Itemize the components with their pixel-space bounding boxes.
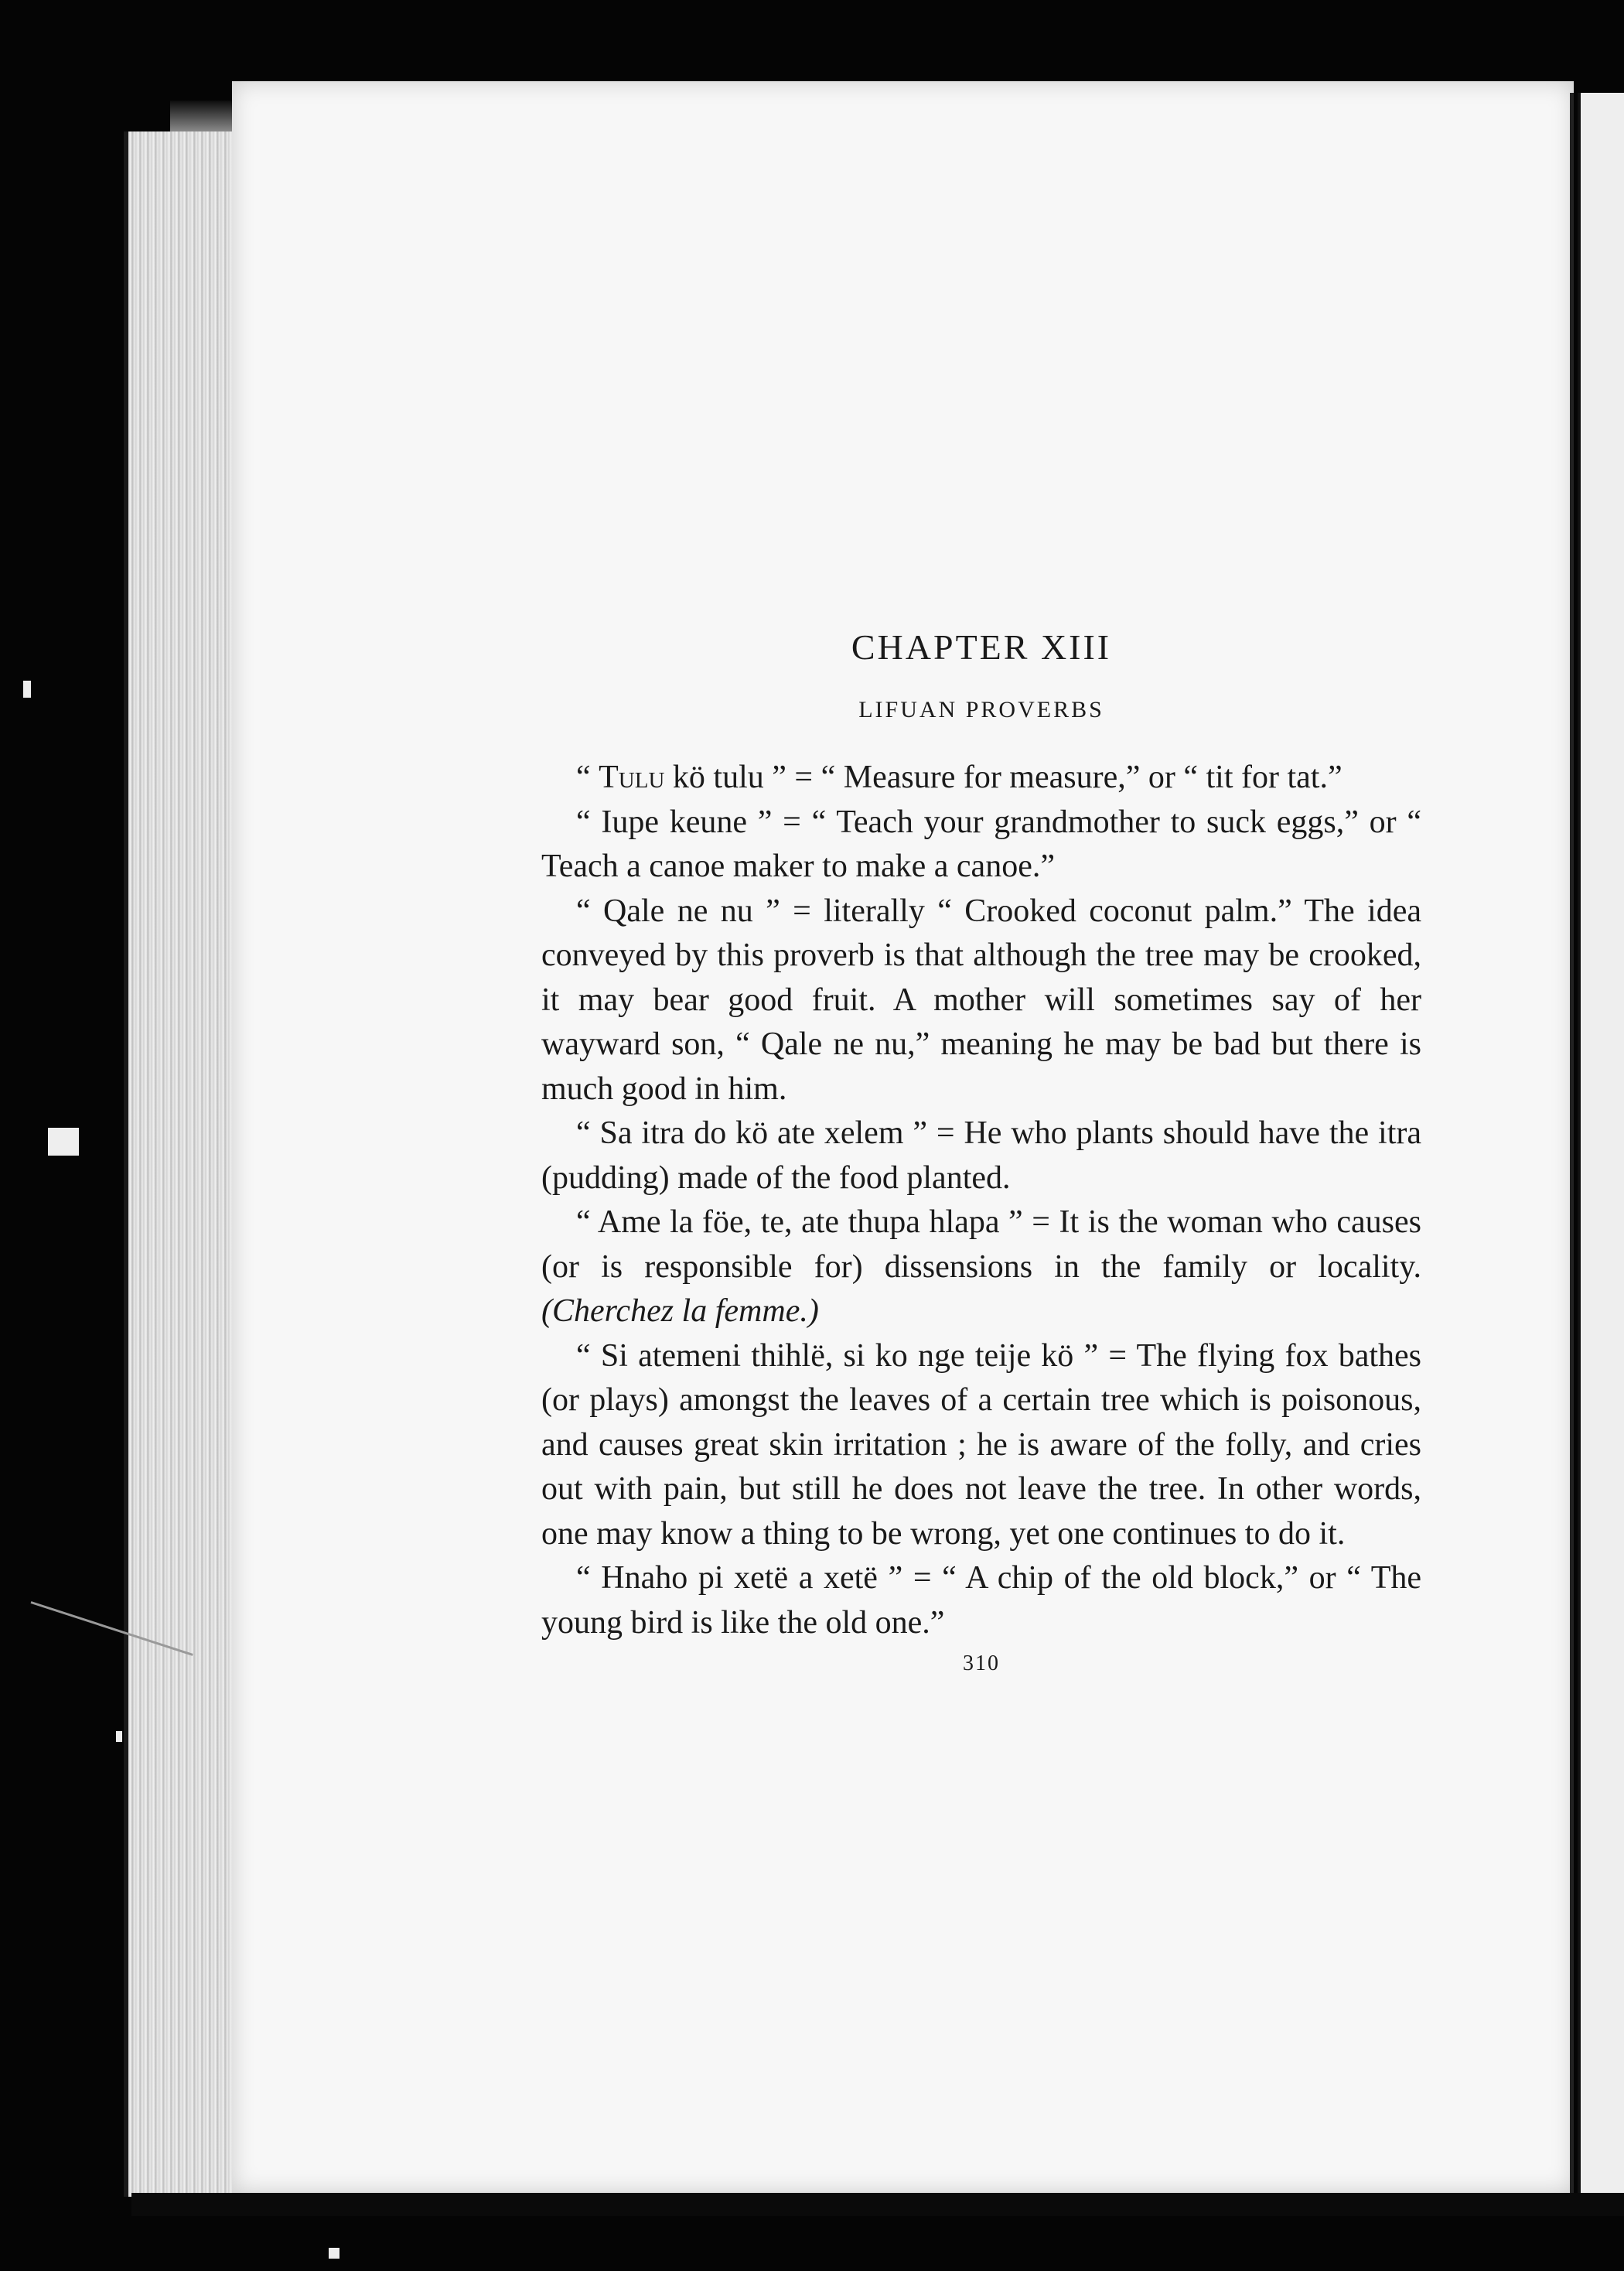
proverb-smallcaps-word: Tulu	[599, 760, 665, 795]
dust-speck	[23, 681, 31, 698]
gutter-line	[1570, 93, 1574, 2197]
proverb-text: “ Sa itra do kö ate xelem ” = He who plants should have the itra (pudding) made of the food planted.	[541, 1115, 1421, 1196]
proverb-text: “ Qale ne nu ” = literally “ Crooked coconut palm.” The idea conveyed by this proverb is that although the tree may be crooked, it may bear good fruit. A mother will sometimes say of her wayward son, “ Qale ne nu,” meaning he may be bad but there is much good in him.	[541, 893, 1421, 1107]
proverb-paragraph	[541, 1556, 1421, 1645]
proverb-paragraph	[541, 1334, 1421, 1557]
proverb-italic-aside: (Cherchez la femme.)	[541, 1293, 819, 1329]
proverb-text: “ Si atemeni thihlë, si ko nge teije kö ” = The flying fox bathes (or plays) amongst the leaves of a certain tree which is poisonous, and causes great skin irritation ; he is aware of the folly, and cries out with pain, but still he does not leave the tree. In other words, one may know a thing to be wrong, yet one continues to do it.	[541, 1337, 1421, 1552]
proverb-lead-quote: “	[576, 760, 599, 795]
dust-speck	[48, 1128, 79, 1156]
proverb-paragraph	[541, 756, 1421, 801]
facing-page-edge	[1578, 93, 1624, 2197]
bottom-shadow	[131, 2193, 1624, 2216]
page-text-block	[541, 627, 1421, 1676]
proverb-text: “ Hnaho pi xetë a xetë ” = “ A chip of the old block,” or “ The young bird is like the old one.”	[541, 1560, 1421, 1641]
page-number: 310	[963, 1651, 1000, 1675]
chapter-heading: CHAPTER XIII	[851, 627, 1112, 667]
chapter-subtitle: LIFUAN PROVERBS	[858, 697, 1104, 722]
proverb-paragraph	[541, 890, 1421, 1112]
proverb-text: “ Ame la föe, te, ate thupa hlapa ” = It is the woman who causes (or is responsible for) dissensions in the family or locality.	[541, 1204, 1421, 1285]
dust-speck	[1587, 1532, 1592, 1550]
proverb-paragraph	[541, 801, 1421, 890]
dust-speck	[329, 2248, 339, 2259]
page-edges-stack	[124, 131, 244, 2197]
proverb-text: kö tulu ” = “ Measure for measure,” or “ tit for tat.”	[664, 760, 1343, 795]
proverb-paragraph	[541, 1112, 1421, 1200]
dust-speck	[116, 1731, 122, 1742]
proverb-paragraph	[541, 1200, 1421, 1334]
proverb-text: “ Iupe keune ” = “ Teach your grandmother to suck eggs,” or “ Teach a canoe maker to make a canoe.”	[541, 804, 1421, 884]
